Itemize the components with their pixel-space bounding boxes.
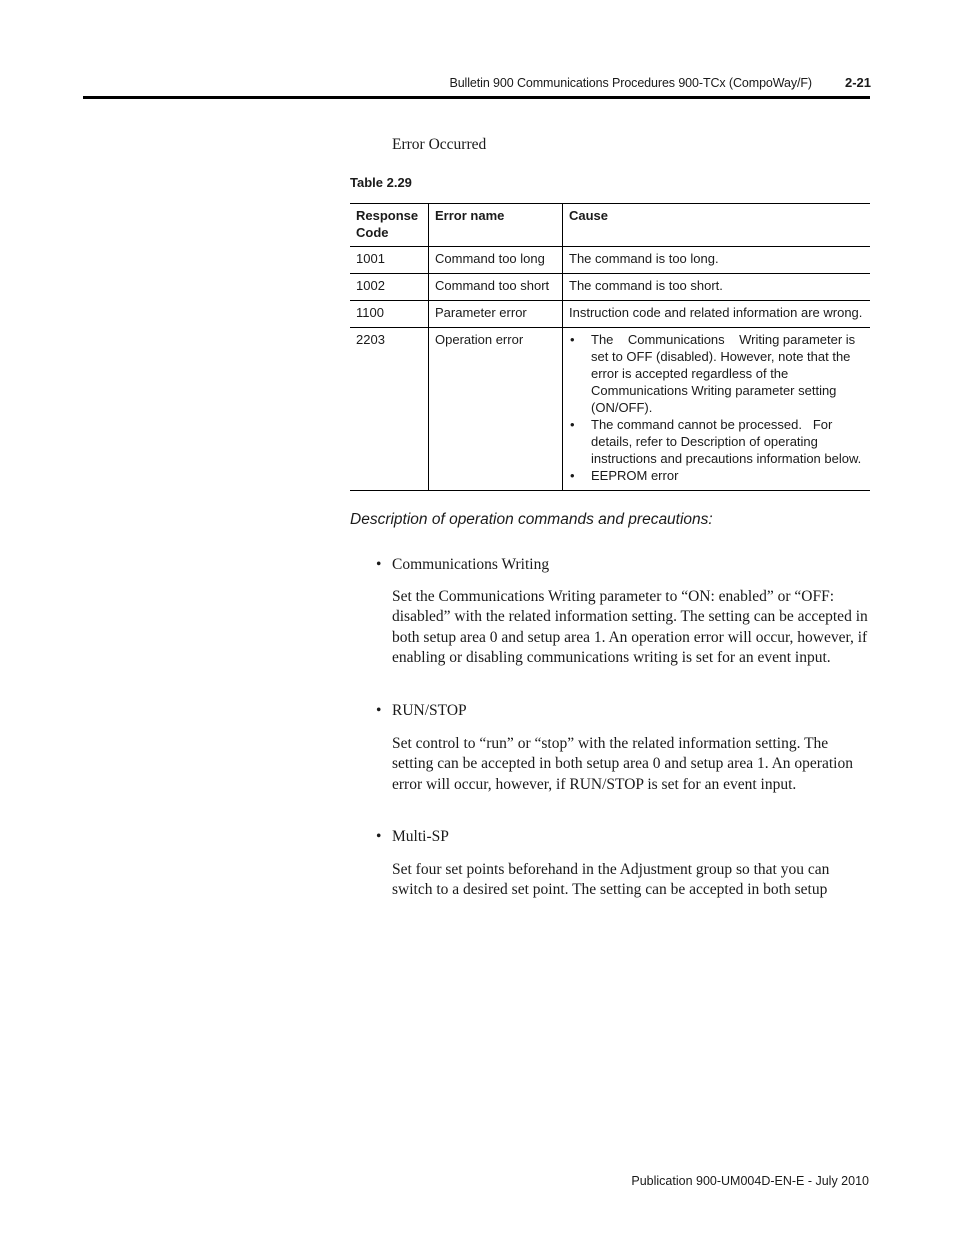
column-header-error-name: Error name xyxy=(429,204,563,247)
header-title: Bulletin 900 Communications Procedures 900-TCx (CompoWay/F) xyxy=(449,76,812,90)
bullet-label: RUN/STOP xyxy=(392,702,467,719)
bullet-icon: • xyxy=(570,332,575,347)
body-section-multi-sp xyxy=(376,827,870,901)
cause-list-item xyxy=(569,467,864,484)
error-name-cell: Parameter error xyxy=(429,301,563,328)
section-title: Description of operation commands and precautions: xyxy=(350,511,713,528)
cause-cell xyxy=(563,328,871,491)
bullet-icon: • xyxy=(570,417,575,432)
cause-list xyxy=(569,331,864,484)
cause-cell: Instruction code and related information are wrong. xyxy=(563,301,871,328)
bullet-icon: • xyxy=(376,702,382,719)
column-header-response-code: Response Code xyxy=(350,204,429,247)
cause-list-item-text: The Communications Writing parameter is set to OFF (disabled). However, note that the error is accepted regardless of the Communications Writing parameter setting (ON/OFF). xyxy=(591,332,859,415)
header-rule xyxy=(83,96,870,99)
table-caption: Table 2.29 xyxy=(350,175,412,190)
table-row xyxy=(350,247,870,274)
cause-cell: The command is too short. xyxy=(563,274,871,301)
bullet-item-label xyxy=(376,827,870,848)
response-code-cell: 1100 xyxy=(350,301,429,328)
cause-list-item-text: The command cannot be processed. For details, refer to Description of operating instructions and precautions information below. xyxy=(591,417,862,466)
error-table xyxy=(350,203,870,491)
response-code-cell: 1002 xyxy=(350,274,429,301)
footer-publication: Publication 900-UM004D-EN-E - July 2010 xyxy=(631,1174,869,1188)
cause-list-item-text: EEPROM error xyxy=(591,468,679,483)
bullet-icon: • xyxy=(376,556,382,573)
table-header-row xyxy=(350,204,870,247)
bullet-item-label xyxy=(376,555,870,576)
bullet-item-label xyxy=(376,701,870,722)
error-name-cell: Command too long xyxy=(429,247,563,274)
body-section-run-stop xyxy=(376,701,870,795)
table-row xyxy=(350,301,870,328)
intro-text: Error Occurred xyxy=(392,136,487,153)
error-name-cell: Command too short xyxy=(429,274,563,301)
body-paragraph: Set control to “run” or “stop” with the related information setting. The setting can be accepted in both setup area 0 and setup area 1. An operation error will occur, however, if RUN/STOP is set for an event input. xyxy=(392,734,853,793)
cause-cell: The command is too long. xyxy=(563,247,871,274)
bullet-icon: • xyxy=(376,828,382,845)
bullet-icon: • xyxy=(570,468,575,483)
error-name-cell: Operation error xyxy=(429,328,563,491)
cause-list-item xyxy=(569,416,864,467)
table-row xyxy=(350,274,870,301)
table-row xyxy=(350,328,870,491)
response-code-cell: 1001 xyxy=(350,247,429,274)
body-paragraph: Set four set points beforehand in the Adjustment group so that you can switch to a desired set point. The setting can be accepted in both setup xyxy=(392,860,830,898)
bullet-label: Multi-SP xyxy=(392,828,449,845)
cause-list-item xyxy=(569,331,864,416)
column-header-cause: Cause xyxy=(563,204,871,247)
body-section-communications-writing xyxy=(376,555,870,669)
page-number: 2-21 xyxy=(845,75,872,90)
bullet-label: Communications Writing xyxy=(392,556,550,573)
response-code-cell: 2203 xyxy=(350,328,429,491)
body-paragraph: Set the Communications Writing parameter to “ON: enabled” or “OFF: disabled” with the related information setting. The setting can be accepted in both setup area 0 and setup area 1. An operation error will occur, however, if enabling or disabling communications writing is set for an event input. xyxy=(392,587,868,666)
